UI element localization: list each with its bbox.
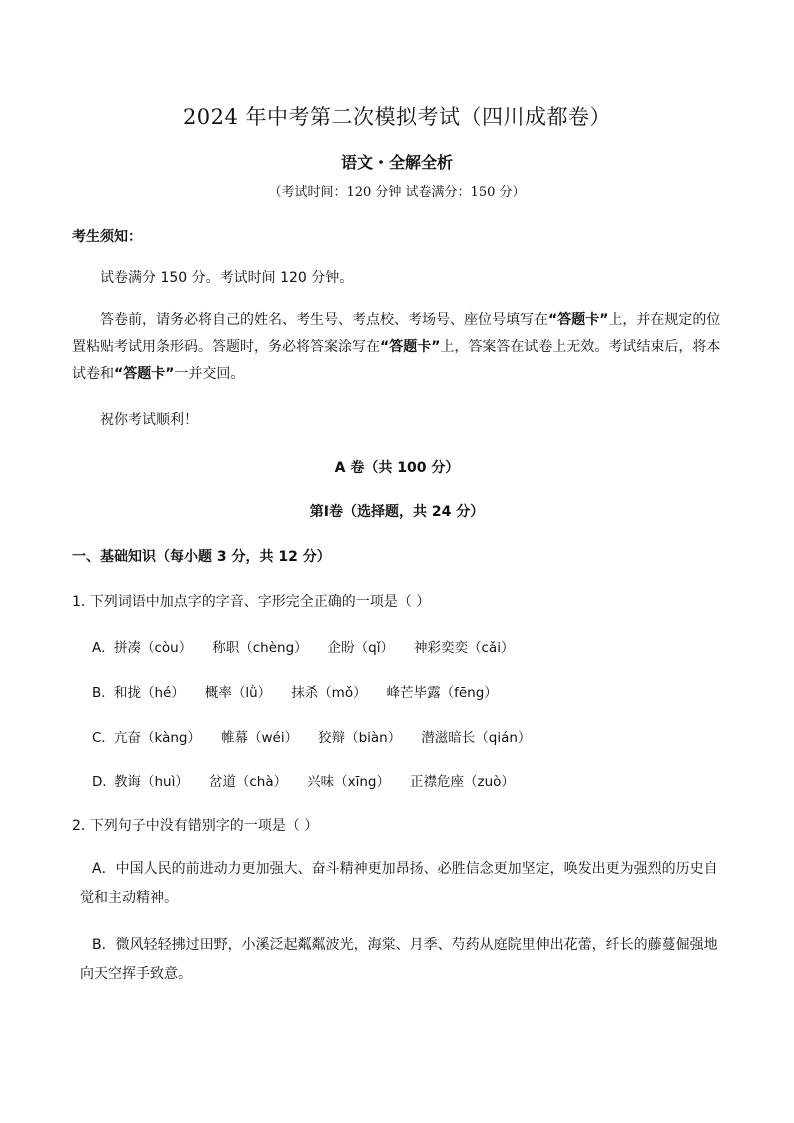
part-one-heading: 第Ⅰ卷（选择题，共 24 分） (309, 504, 485, 520)
notice-paragraph-3: 祝你考试顺利！ (100, 412, 198, 428)
answer-card-emphasis: “答题卡” (114, 366, 175, 382)
question-2-stem: 2. 下列句子中没有错别字的一项是（ ） (72, 818, 319, 834)
option-letter: A． (92, 640, 115, 656)
notice-heading: 考生须知： (72, 229, 142, 245)
volume-a-heading: A 卷（共 100 分） (334, 460, 460, 476)
option-item: 兴味（xīng） (307, 774, 391, 790)
exam-info: （考试时间：120 分钟 试卷满分：150 分） (268, 185, 526, 200)
option-item: 拼凑（còu） (114, 640, 193, 656)
question-2-option-b (80, 931, 724, 989)
option-line: B．微风轻轻拂过田野，小溪泛起粼粼波光，海棠、月季、芍药从庭院里伸出花蕾，纤长的藤蔓倔强地 (92, 937, 718, 953)
answer-card-emphasis: “答题卡” (380, 339, 441, 355)
page-subtitle: 语文・全解全析 (340, 153, 453, 172)
notice-text: 答卷前，请务必将自己的姓名、考生号、考点校、考场号、座位号填写在 (100, 312, 548, 328)
option-line: A．中国人民的前进动力更加强大、奋斗精神更加昂扬、必胜信念更加坚定，唤发出更为强烈的历史自 (92, 861, 718, 877)
option-item: 帷幕（wéi） (220, 730, 299, 746)
notice-text: 上，答案答在试卷上无效。考试结束后，将本试卷和 (72, 339, 721, 382)
notice-text: 上，并在规定的位置粘贴考试用条形码。答题时，务必将答案涂写在 (72, 312, 721, 355)
answer-card-emphasis: “答题卡” (548, 312, 609, 328)
notice-paragraph-1: 试卷满分 150 分。考试时间 120 分钟。 (100, 270, 354, 286)
section-one-heading: 一、基础知识（每小题 3 分，共 12 分） (72, 549, 331, 565)
question-2-option-a (80, 855, 724, 913)
option-letter: B． (92, 685, 115, 701)
option-item: 神彩奕奕（cǎi） (414, 640, 515, 656)
option-item: 潜滋暗长（qián） (421, 730, 532, 746)
notice-paragraph-2 (72, 307, 724, 388)
option-item: 概率（lǜ） (204, 685, 272, 701)
option-letter: D． (92, 774, 116, 790)
option-line: 向天空挥手致意。 (80, 966, 192, 982)
option-item: 亢奋（kàng） (114, 730, 201, 746)
question-1-option-d (92, 770, 724, 790)
option-letter: C． (92, 730, 115, 746)
notice-text: 一并交回。 (174, 366, 245, 382)
page-title: 2024 年中考第二次模拟考试（四川成都卷） (182, 105, 612, 129)
option-item: 抹杀（mǒ） (291, 685, 367, 701)
option-item: 峰芒毕露（fēng） (386, 685, 498, 701)
option-item: 狡辩（biàn） (318, 730, 402, 746)
question-1-option-b (92, 681, 724, 701)
option-item: 和拢（hé） (114, 685, 185, 701)
option-line: 觉和主动精神。 (80, 890, 178, 906)
question-1-stem: 1. 下列词语中加点字的字音、字形完全正确的一项是（ ） (72, 594, 431, 610)
option-item: 正襟危座（zuò） (410, 774, 515, 790)
question-1-option-c (92, 726, 724, 746)
option-item: 企盼（qǐ） (327, 640, 394, 656)
option-item: 教诲（huì） (114, 774, 189, 790)
option-item: 岔道（chà） (208, 774, 288, 790)
question-1-option-a (92, 636, 724, 656)
option-item: 称职（chèng） (212, 640, 308, 656)
